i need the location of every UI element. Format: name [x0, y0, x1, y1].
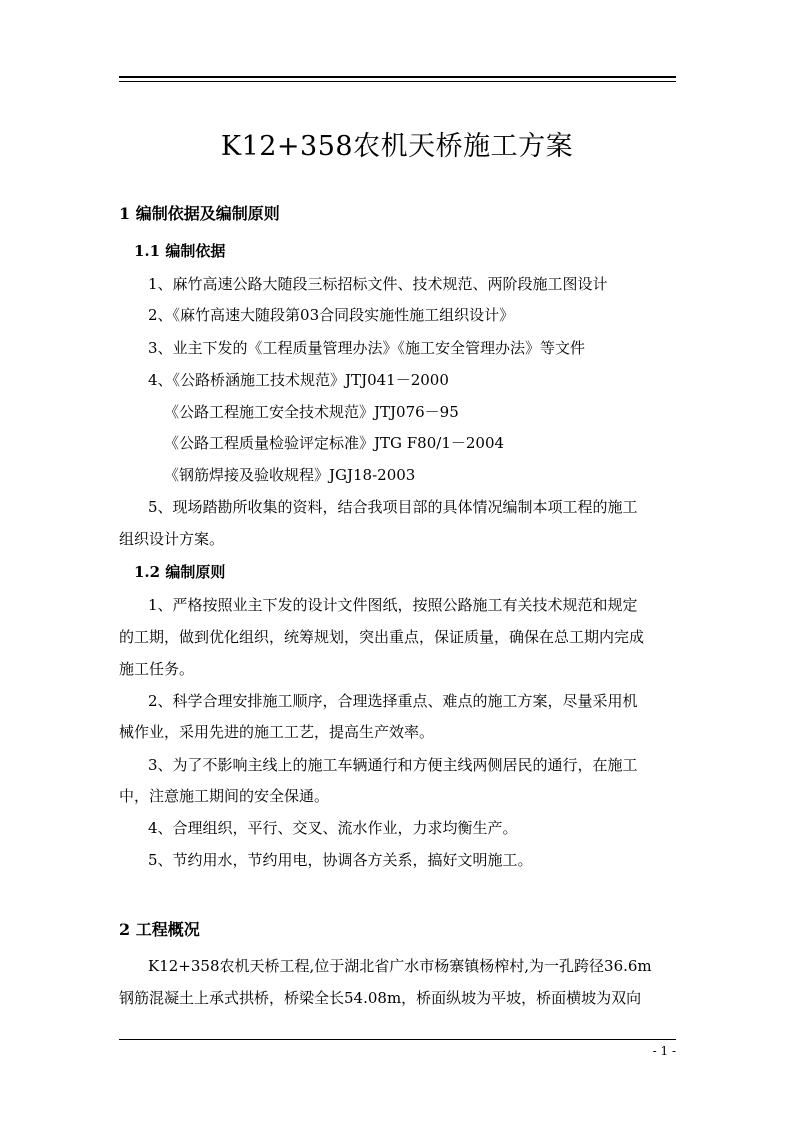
basis-item-4: 4、《公路桥涵施工技术规范》JTJ041－2000: [148, 371, 449, 389]
principle-1-cont-2: 施工任务。: [119, 660, 195, 678]
subsection-1-1-heading: 1.1 编制依据: [134, 242, 226, 260]
header-rule-thick: [119, 76, 676, 78]
section-1-heading: 1 编制依据及编制原则: [119, 204, 280, 223]
header-rule-thin: [119, 81, 676, 82]
principle-2: 2、科学合理安排施工顺序，合理选择重点、难点的施工方案，尽量采用机: [148, 692, 638, 710]
principle-3: 3、为了不影响主线上的施工车辆通行和方便主线两侧居民的通行，在施工: [148, 756, 638, 774]
principle-2-cont: 械作业，采用先进的施工工艺，提高生产效率。: [119, 723, 435, 741]
basis-item-4-standard-3: 《公路工程质量检验评定标准》JTG F80/1－2004: [164, 434, 505, 452]
basis-item-1: 1、麻竹高速公路大随段三标招标文件、技术规范、两阶段施工图设计: [148, 275, 608, 293]
basis-item-2: 2、《麻竹高速大随段第03合同段实施性施工组织设计》: [148, 306, 515, 324]
overview-line-1: K12+358农机天桥工程,位于湖北省广水市杨寨镇杨榨村,为一孔跨径36.6m: [148, 957, 652, 975]
document-title: K12+358农机天桥施工方案: [220, 131, 574, 162]
basis-item-4-standard-4: 《钢筋焊接及验收规程》JGJ18-2003: [164, 466, 416, 484]
page-number: - 1 -: [652, 1044, 676, 1058]
basis-item-3: 3、业主下发的《工程质量管理办法》《施工安全管理办法》等文件: [148, 339, 586, 357]
overview-line-2: 钢筋混凝土上承式拱桥，桥梁全长54.08m，桥面纵坡为平坡，桥面横坡为双向: [119, 989, 642, 1007]
basis-item-5: 5、现场踏勘所收集的资料，结合我项目部的具体情况编制本项工程的施工: [148, 498, 638, 516]
principle-1-cont-1: 的工期，做到优化组织，统筹规划，突出重点，保证质量，确保在总工期内完成: [119, 628, 645, 646]
footer-rule: [119, 1039, 676, 1040]
subsection-1-2-heading: 1.2 编制原则: [134, 563, 226, 581]
principle-5: 5、节约用水，节约用电，协调各方关系，搞好文明施工。: [148, 851, 533, 869]
basis-item-5-cont: 组织设计方案。: [119, 530, 225, 548]
section-2-heading: 2 工程概况: [119, 920, 200, 939]
principle-1: 1、严格按照业主下发的设计文件图纸，按照公路施工有关技术规范和规定: [148, 596, 638, 614]
principle-4: 4、合理组织，平行、交叉、流水作业，力求均衡生产。: [148, 819, 518, 837]
basis-item-4-standard-2: 《公路工程施工安全技术规范》JTJ076－95: [164, 403, 459, 421]
principle-3-cont: 中，注意施工期间的安全保通。: [119, 787, 330, 805]
